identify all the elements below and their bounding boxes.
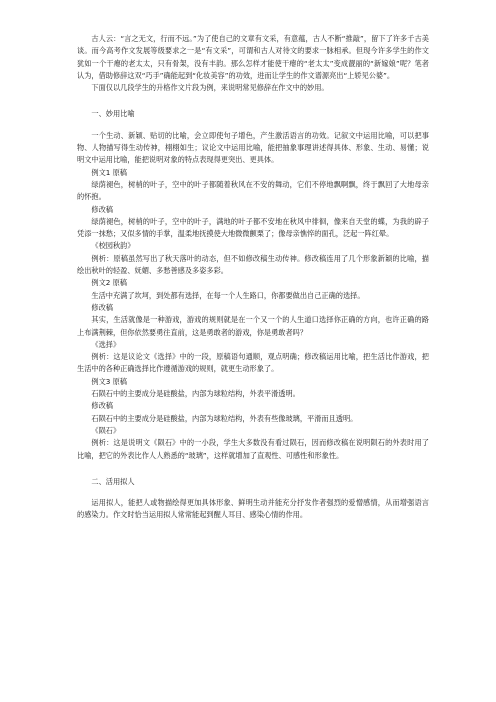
intro-paragraph: 古人云：“言之无文，行而不远。”为了使自己的文章有文采，有意蕴，古人不断“推敲”，留下了许多千古美谈。而今高考作文发展等级要求之一是“有文采”，可谓和古人对待文的要求一脉相承。但现今许多学生的作文犹如一个干瘪的老太太，只有骨架，没有丰韵。那么怎样才能使干瘪的“老太太”变成靓丽的“新嫁娘”呢？笔者认为，借助修辞这双“巧手”确能起到“化妆美容”的功效，进而让学生的作文谱源亮出“上轿见公婆”。 bbox=[77, 34, 429, 80]
analysis-paragraph: 例析：这是议论文《选择》中的一段，原稿语句通顺，观点明确；修改稿运用比喻，把生活比作游戏，把生活中的各种正确选择比作遵循游戏的规则，就更生动形象了。 bbox=[77, 352, 429, 374]
example-label: 例文3 原稿 bbox=[91, 376, 127, 386]
section-heading: 二、活用拟人 bbox=[91, 476, 135, 486]
example-label: 例文2 原稿 bbox=[91, 278, 127, 288]
body-paragraph: 绿荫褪色，树梢的叶子，空中的叶子，满地的叶子都不安地在秋风中徘徊，像来自天堂的蝶，为我的辟子凭添一抹愁；又似多情的手掌，温柔地抚摸使大地微微颤栗了；像母亲憔悴的面孔，泛起一阵红晕。 bbox=[77, 216, 429, 239]
analysis-paragraph: 例析：原稿虽然写出了秋天落叶的动态，但不如修改稿生动传神。修改稿连用了几个形象新颖的比喻，描绘出秋叶的轻盈、妩媚、多愁善感及多姿多彩。 bbox=[77, 253, 429, 276]
source-title: 《选择》 bbox=[91, 339, 121, 349]
body-paragraph: 生活中充满了坎坷，到处都有选择，在每一个人生路口，你都要做出自己正确的选择。 bbox=[91, 290, 365, 300]
intro-paragraph: 下面仅以几段学生的升格作文片段为例，来说明常见修辞在作文中的妙用。 bbox=[91, 83, 329, 93]
body-paragraph: 绿荫褪色，树梢的叶子，空中的叶子都随着秋风在不安的舞动，它们不停地飘啊飘，终于飘回了大地母亲的怀抱。 bbox=[77, 179, 429, 202]
body-paragraph: 一个生动、新颖、贴切的比喻，会立即使句子增色，产生激活语言的功效。记叙文中运用比喻，可以把事物、人物描写得生动传神，栩栩如生；议论文中运用比喻，能把抽象事理讲述得具体、形象、生动、易懂；说明文中运用比喻，能把说明对象的特点表现得更突出、更具体。 bbox=[77, 130, 429, 165]
section-heading: 一、妙用比喻 bbox=[91, 109, 135, 119]
revision-label: 修改稿 bbox=[91, 401, 113, 411]
revision-label: 修改稿 bbox=[91, 302, 113, 312]
source-title: 《校园秋韵》 bbox=[91, 241, 135, 251]
body-paragraph: 石陨石中的主要成分是硅酸盐，内部为球粒结构，外表有些像玻璃，平滑而且透明。 bbox=[91, 413, 358, 423]
body-paragraph: 石陨石中的主要成分是硅酸盐，内部为球粒结构，外表平滑透明。 bbox=[91, 389, 300, 399]
example-label: 例文1 原稿 bbox=[91, 167, 127, 177]
source-title: 《陨石》 bbox=[91, 425, 121, 435]
analysis-paragraph: 例析：这是说明文《陨石》中的一小段，学生大多数没有看过陨石，因而修改稿在说明陨石的外表时用了比喻，把它的外表比作人人熟悉的“玻璃”，这样就增加了直观性、可感性和形象性。 bbox=[77, 438, 429, 460]
revision-label: 修改稿 bbox=[91, 204, 113, 214]
body-paragraph: 其实，生活就像是一种游戏，游戏的规则就是在一个又一个的人生道口选择你正确的方向，也许正确的路上布满荆棘，但你依然要勇往直前，这是勇敢者的游戏，你是勇敢者吗？ bbox=[77, 315, 429, 337]
document-body bbox=[77, 33, 429, 522]
body-paragraph: 运用拟人，能把人或物描绘得更加具体形象、鲜明生动并能充分抒发作者强烈的爱憎感情，从而增强语言的感染力。作文时恰当运用拟人常常能起到醒人耳目、感染心情的作用。 bbox=[77, 498, 429, 520]
